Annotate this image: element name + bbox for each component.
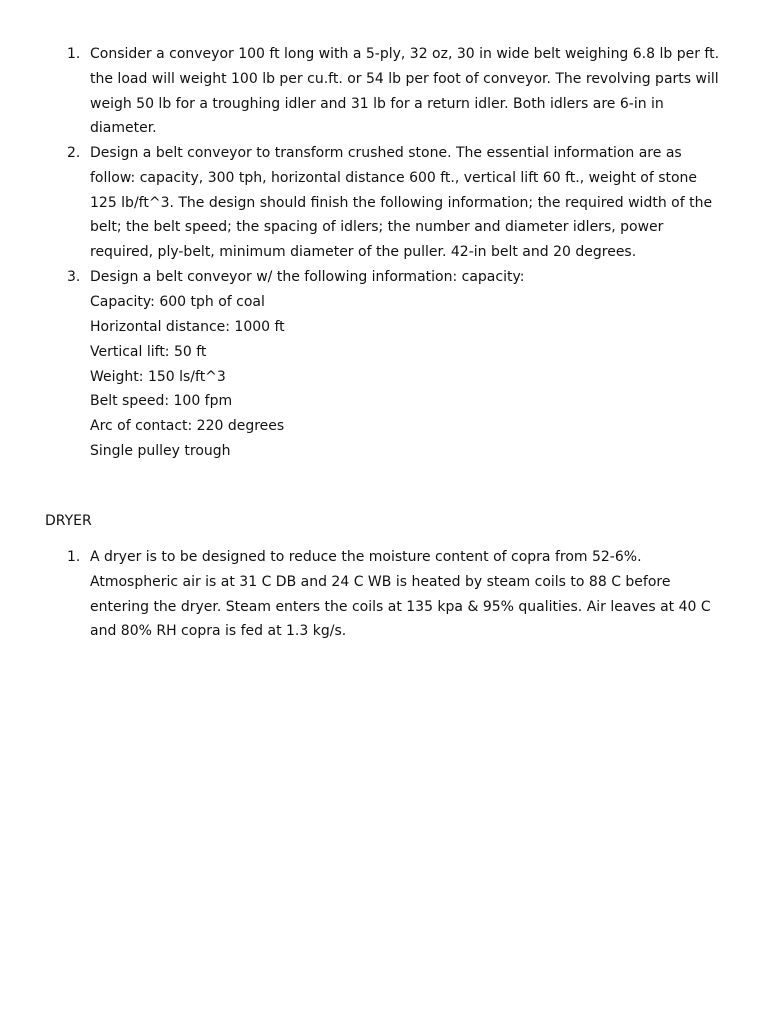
spec-line: Belt speed: 100 fpm [90, 393, 233, 409]
item-text: A dryer is to be designed to reduce the moisture content of copra from 52-6%. Atmospheric air is at 31 C DB and 24 C WB is heated by steam coils to 88 C before entering the dryer. Steam enters the coils at 135 kpa & 95% qualities. Air leaves at 40 C and 80% RH copra is fed at 1.3 kg/s. [90, 549, 711, 640]
item-number: 3. [67, 269, 81, 285]
spec-line: Single pulley trough [90, 443, 231, 459]
spec-line: Horizontal distance: 1000 ft [90, 319, 285, 335]
section-heading: DRYER [45, 513, 92, 529]
item-text: Consider a conveyor 100 ft long with a 5-ply, 32 oz, 30 in wide belt weighing 6.8 lb per ft. the load will weight 100 lb per cu.ft. or 54 lb per foot of conveyor. The revolving parts will weigh 50 lb for a troughing idler and 31 lb for a return idler. Both idlers are 6-in in diameter. [90, 46, 720, 137]
spec-line: Weight: 150 ls/ft^3 [90, 369, 226, 385]
spec-line: Vertical lift: 50 ft [90, 344, 207, 360]
item-text: Design a belt conveyor to transform crushed stone. The essential information are as follow: capacity, 300 tph, horizontal distance 600 ft., vertical lift 60 ft., weight of stone 125 lb/ft^3. The design should finish the following information; the required width of the belt; the belt speed; the spacing of idlers; the number and diameter idlers, power required, ply-belt, minimum diameter of the puller. 42-in belt and 20 degrees. [90, 145, 713, 261]
item-number: 1. [67, 549, 81, 565]
item-number: 1. [67, 46, 81, 62]
spec-line: Capacity: 600 tph of coal [90, 294, 265, 310]
item-text: Design a belt conveyor w/ the following information: capacity: [90, 269, 525, 285]
spec-line: Arc of contact: 220 degrees [90, 418, 285, 434]
item-number: 2. [67, 145, 81, 161]
